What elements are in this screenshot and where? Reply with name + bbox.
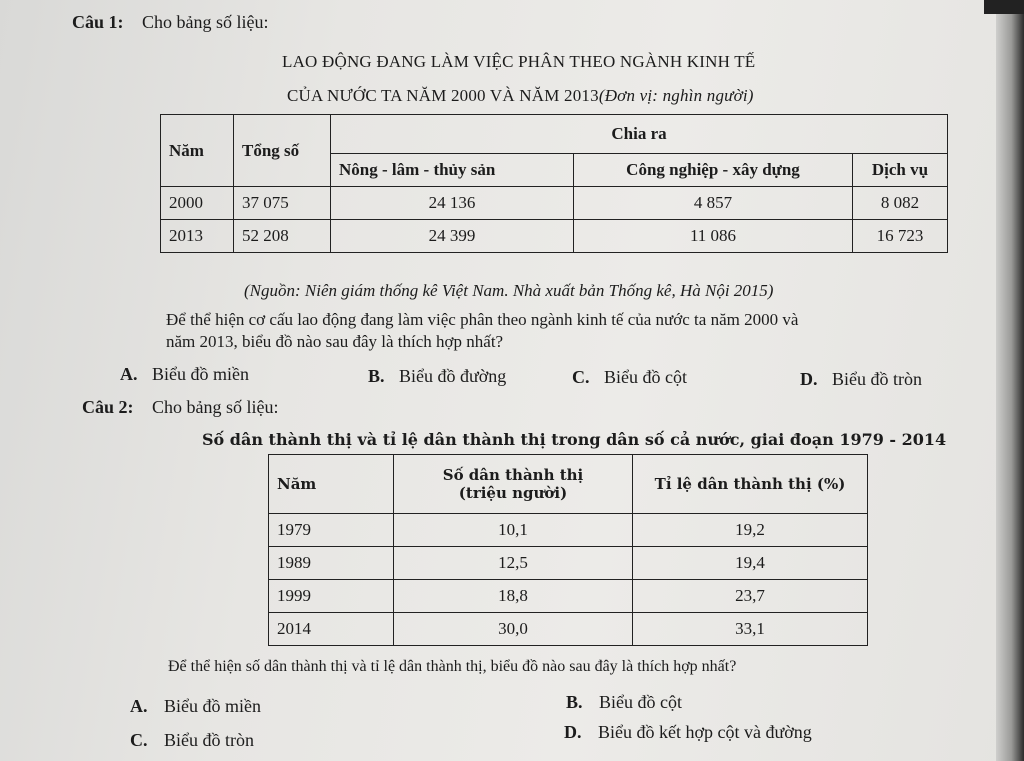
q2-cell-year: 1989 (269, 547, 394, 580)
q2-header-pop (394, 455, 633, 514)
option-text: Biểu đồ tròn (164, 730, 254, 750)
q2-cell-year: 2014 (269, 613, 394, 646)
q1-header-total: Tổng số (234, 115, 331, 187)
option-text: Biểu đồ kết hợp cột và đường (598, 722, 812, 742)
q2-cell-pop: 18,8 (394, 580, 633, 613)
q2-cell-pop: 30,0 (394, 613, 633, 646)
q2-header-ratio: Tỉ lệ dân thành thị (%) (633, 455, 868, 514)
q2-title: Số dân thành thị và tỉ lệ dân thành thị trong dân số cả nước, giai đoạn 1979 - 2014 (202, 430, 947, 449)
option-key: B. (566, 692, 583, 712)
option-key: D. (800, 369, 818, 389)
page-edge-shadow (996, 0, 1024, 761)
q2-cell-ratio: 23,7 (633, 580, 868, 613)
q2-option-d[interactable] (564, 722, 812, 743)
q2-label: Câu 2: (82, 397, 134, 417)
option-text: Biểu đồ tròn (832, 369, 922, 389)
option-key: C. (130, 730, 148, 750)
q2-cell-ratio: 19,4 (633, 547, 868, 580)
q1-unit: (Đơn vị: nghìn người) (598, 86, 754, 105)
q1-title-line1: LAO ĐỘNG ĐANG LÀM VIỆC PHÂN THEO NGÀNH KINH TẾ (282, 52, 756, 71)
q2-cell-year: 1999 (269, 580, 394, 613)
q1-intro: Cho bảng số liệu: (142, 12, 269, 32)
q1-header-col3: Dịch vụ (853, 154, 948, 187)
q1-source: (Nguồn: Niên giám thống kê Việt Nam. Nhà xuất bản Thống kê, Hà Nội 2015) (244, 281, 774, 300)
option-text: Biểu đồ đường (399, 366, 507, 386)
option-text: Biểu đồ cột (604, 367, 687, 387)
q1-cell-year: 2000 (161, 187, 234, 220)
q2-option-a[interactable] (130, 696, 261, 717)
option-key: B. (368, 366, 385, 386)
q2-option-c[interactable] (130, 730, 254, 751)
table-row (161, 187, 948, 220)
q2-header-year: Năm (269, 455, 394, 514)
q2-cell-ratio: 33,1 (633, 613, 868, 646)
q2-intro: Cho bảng số liệu: (152, 397, 279, 417)
q1-cell-year: 2013 (161, 220, 234, 253)
table-row (269, 613, 868, 646)
table-header-row (269, 455, 868, 514)
q1-label: Câu 1: (72, 12, 124, 32)
q1-cell-c3: 8 082 (853, 187, 948, 220)
q2-option-b[interactable] (566, 692, 682, 713)
page-corner-dark (984, 0, 1024, 14)
q1-header-col1: Nông - lâm - thủy sản (331, 154, 574, 187)
option-text: Biểu đồ miền (164, 696, 261, 716)
option-key: A. (120, 364, 138, 384)
q1-option-c[interactable] (572, 367, 687, 388)
table-header-row (161, 115, 948, 154)
q1-title-line2-text: CỦA NƯỚC TA NĂM 2000 VÀ NĂM 2013 (287, 86, 599, 105)
q1-option-d[interactable] (800, 369, 922, 390)
q1-title-line2 (287, 86, 754, 106)
q1-table (160, 114, 948, 253)
q2-table (268, 454, 868, 646)
table-row (269, 547, 868, 580)
q2-header (82, 397, 279, 418)
q1-header (72, 12, 269, 33)
q2-cell-ratio: 19,2 (633, 514, 868, 547)
table-row (161, 220, 948, 253)
table-row (269, 580, 868, 613)
q2-question: Để thể hiện số dân thành thị và tỉ lệ dân thành thị, biểu đồ nào sau đây là thích hợp nhất? (168, 658, 737, 675)
q2-header-pop-line1: Số dân thành thị (442, 466, 584, 484)
option-key: D. (564, 722, 582, 742)
q1-cell-c2: 4 857 (574, 187, 853, 220)
table-row (269, 514, 868, 547)
q1-cell-total: 37 075 (234, 187, 331, 220)
q1-header-year: Năm (161, 115, 234, 187)
q2-cell-year: 1979 (269, 514, 394, 547)
q1-option-b[interactable] (368, 366, 506, 387)
q2-cell-pop: 12,5 (394, 547, 633, 580)
option-key: A. (130, 696, 148, 716)
q2-cell-pop: 10,1 (394, 514, 633, 547)
q1-cell-total: 52 208 (234, 220, 331, 253)
q1-cell-c1: 24 136 (331, 187, 574, 220)
option-text: Biểu đồ cột (599, 692, 683, 712)
option-key: C. (572, 367, 590, 387)
q1-question-line2: năm 2013, biểu đồ nào sau đây là thích hợp nhất? (166, 332, 504, 351)
q1-option-a[interactable] (120, 364, 249, 385)
option-text: Biểu đồ miền (152, 364, 249, 384)
q1-cell-c3: 16 723 (853, 220, 948, 253)
q1-cell-c1: 24 399 (331, 220, 574, 253)
q1-header-split: Chia ra (331, 115, 948, 154)
q1-cell-c2: 11 086 (574, 220, 853, 253)
q1-question-line1: Để thể hiện cơ cấu lao động đang làm việc phân theo ngành kinh tế của nước ta năm 2000 và (166, 310, 799, 329)
q2-header-pop-line2: (triệu người) (458, 484, 568, 502)
q1-header-col2: Công nghiệp - xây dựng (574, 154, 853, 187)
